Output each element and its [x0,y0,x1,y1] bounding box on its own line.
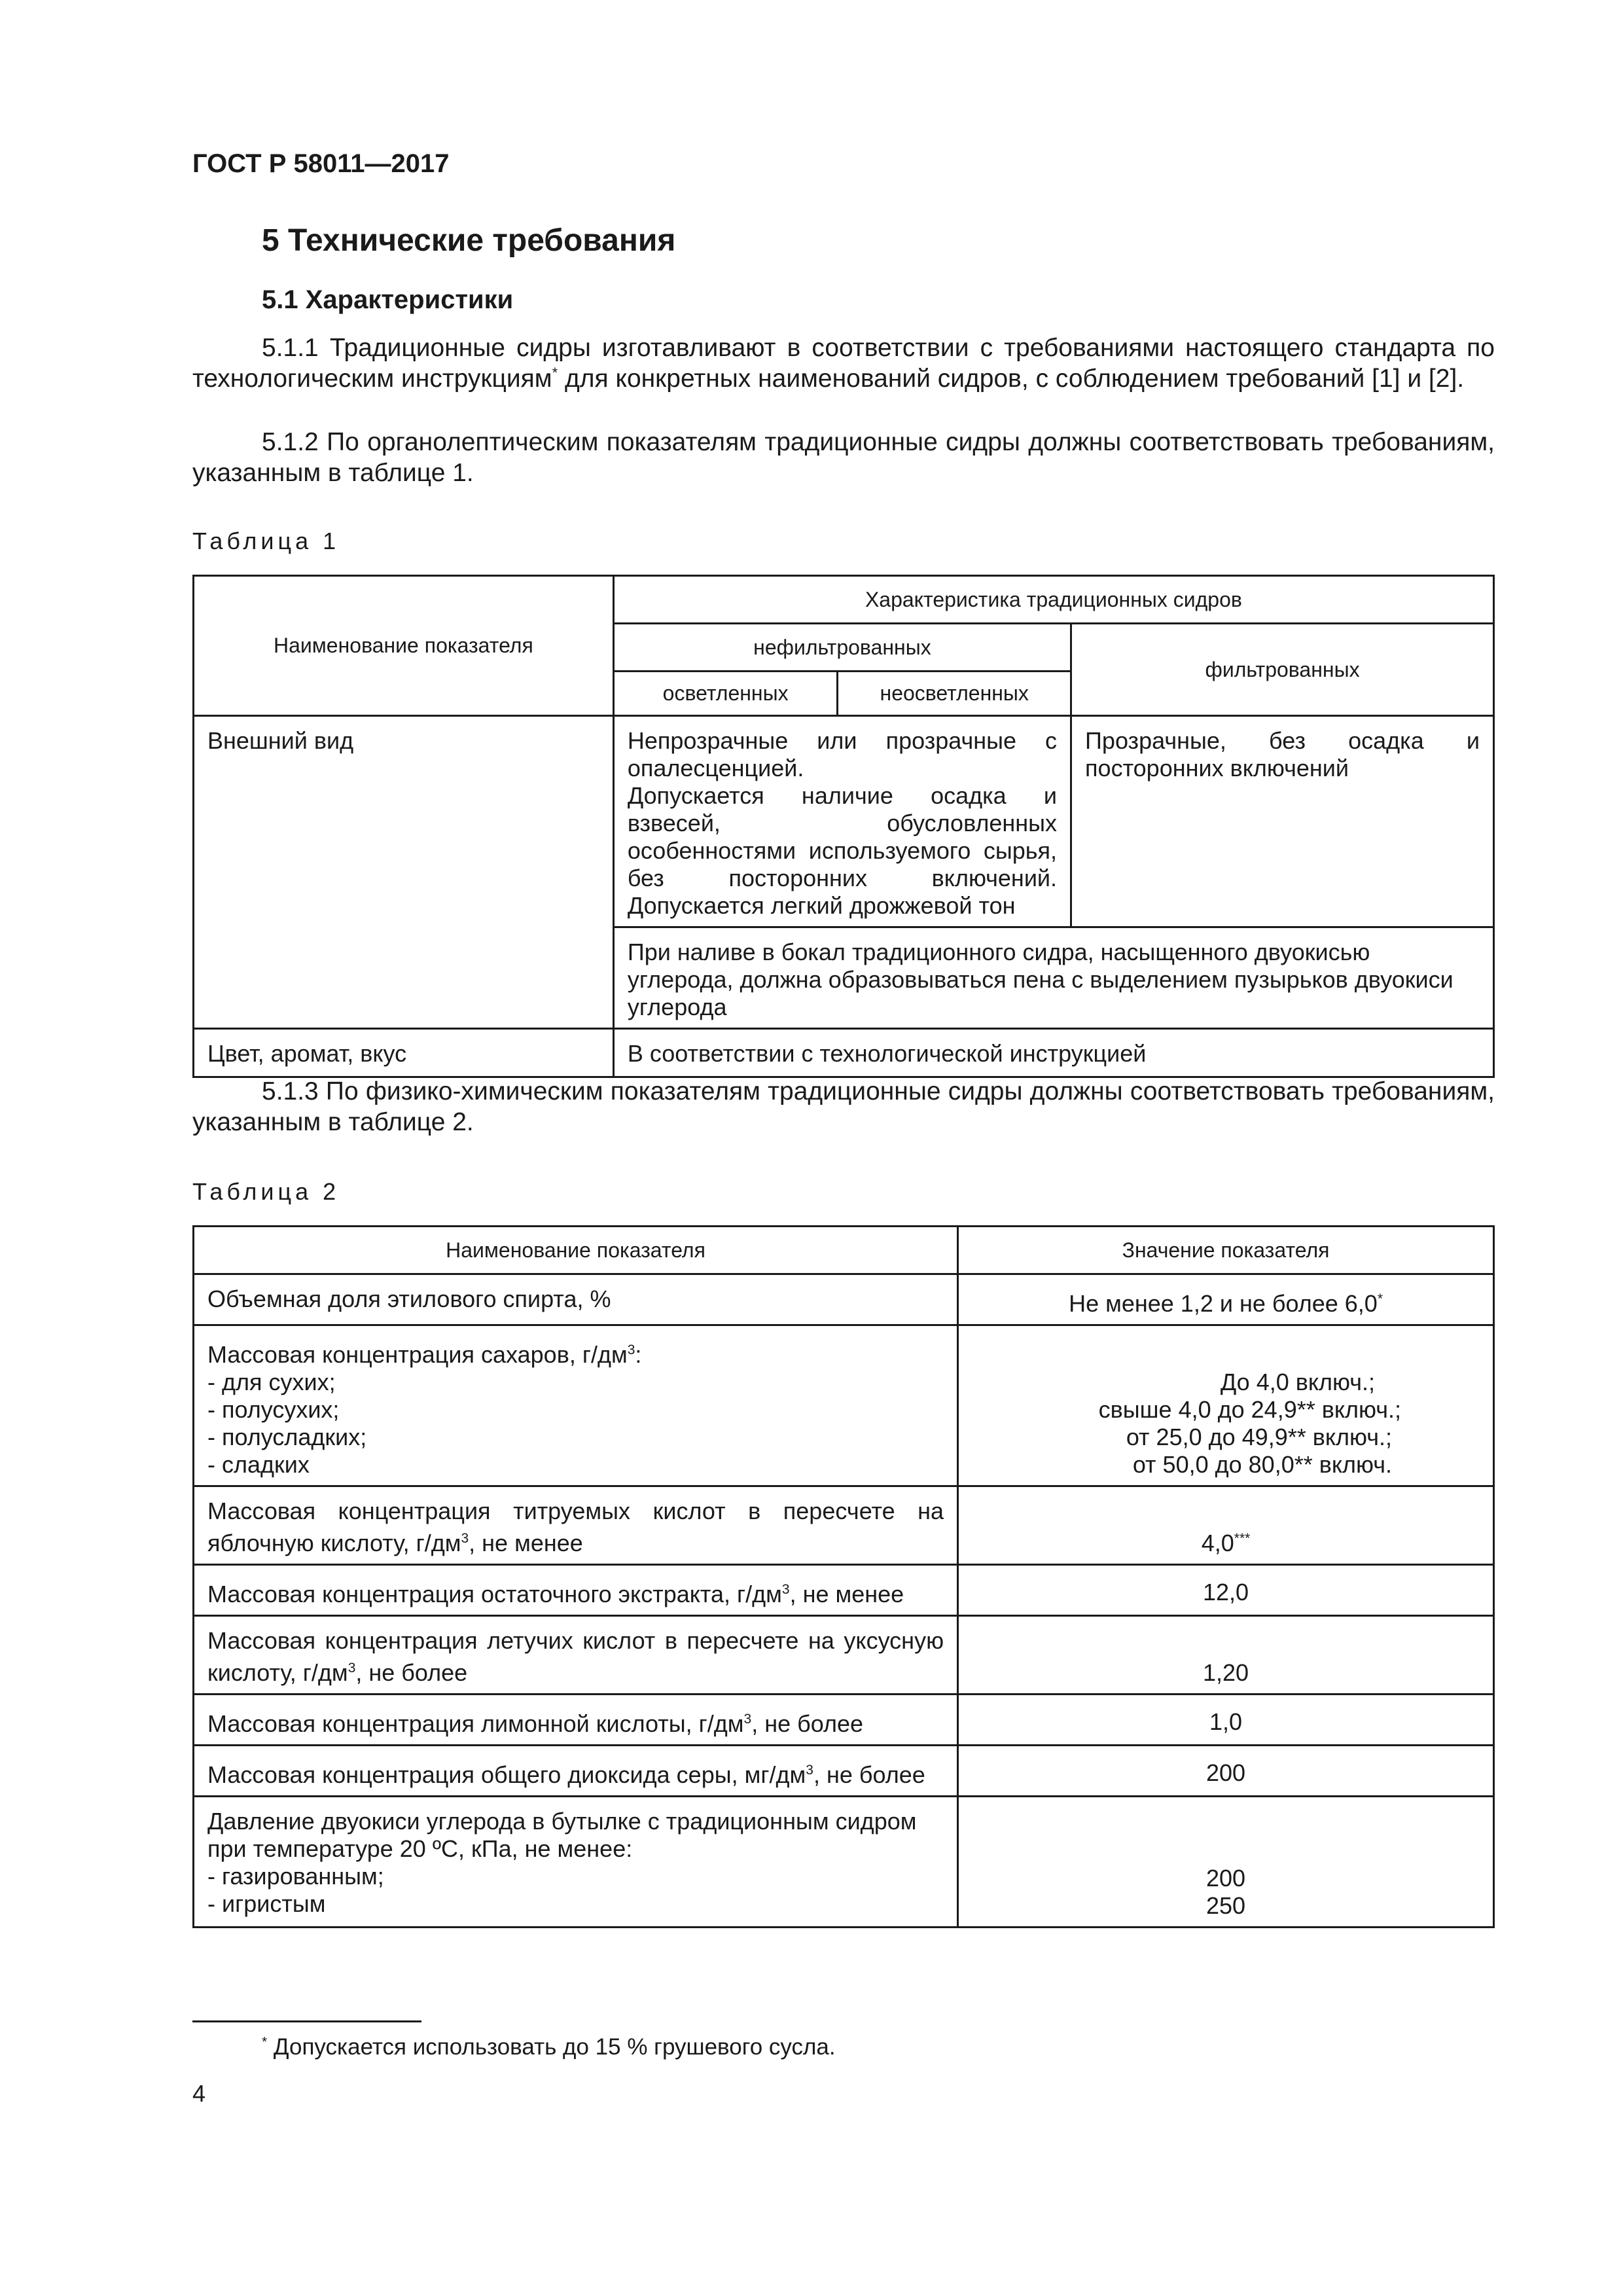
list-item: - игристым [207,1890,326,1917]
t2-row-value: До 4,0 включ.; свыше 4,0 до 24,9** включ.; от 25,0 до 49,9** включ.; от 50,0 до 80,0** включ. [958,1325,1494,1486]
paragraph-5-1-3: 5.1.3 По физико-химическим показателям традиционные сидры должны соответствовать требованиям, указанным в таблице 2. [192,1077,1495,1136]
list-item: - полусухих; [207,1396,340,1423]
t1-row-appearance-unfiltered: Непрозрачные или прозрачные с опалесценцией. Допускается наличие осадка и взвесей, обусловленных особенностями используемого сырья, без посторонних включений. Допускается легкий дрожжевой тон [613,716,1071,927]
t2-row-value: 1,20 [958,1616,1494,1695]
t2-row-value: 12,0 [958,1565,1494,1616]
section-title: 5 Технические требования [262,223,676,258]
list-item: - для сухих; [207,1369,336,1395]
paragraph-5-1-2: 5.1.2 По органолептическим показателям традиционные сидры должны соответствовать требованиям, указанным в таблице 1. [192,428,1495,487]
list-item: - полусладких; [207,1424,367,1450]
t2-row-name: Массовая концентрация летучих кислот в пересчете на уксусную кислоту, $г/дм^3$, не более [194,1616,958,1695]
t2-row-name: Массовая концентрация титруемых кислот в пересчете на яблочную кислоту, $г/дм^3$, не менее [194,1486,958,1565]
t2-row-name: Массовая концентрация сахаров, $г/дм^3$: - для сухих; - полусухих; - полусладких; - сладких [194,1325,958,1486]
footnote-divider [192,2020,421,2022]
t2-row-value: 1,0 [958,1695,1494,1746]
t2-head-name: Наименование показателя [194,1227,958,1274]
t1-head-clarified: осветленных [613,672,838,716]
t1-row-color-name: Цвет, аромат, вкус [194,1029,614,1077]
t1-head-group: Характеристика традиционных сидров [613,576,1493,624]
footnote: * Допускается использовать до 15 % грушевого сусла. [262,2034,836,2060]
t2-row-value: 4,0*** [958,1486,1494,1565]
t1-head-unfiltered: нефильтрованных [613,624,1071,672]
page-number: 4 [192,2080,206,2107]
document-header: ГОСТ Р 58011—2017 [192,149,450,178]
table-2 [192,1225,1495,1928]
table2-caption: Таблица 2 [192,1178,340,1205]
t2-row-name: Объемная доля этилового спирта, % [194,1274,958,1325]
t2-row-value: 200 [958,1746,1494,1797]
t2-row-value: 200 250 [958,1797,1494,1928]
t2-row-name: Массовая концентрация общего диоксида серы, $мг/дм^3$, не более [194,1746,958,1797]
t2-row-name: Массовая концентрация лимонной кислоты, $г/дм^3$, не более [194,1695,958,1746]
paragraph-5-1-1: 5.1.1 Традиционные сидры изготавливают в соответствии с требованиями настоящего стандарта по технологическим инструкциям* для конкретных наименований сидров, с соблюдением требований [1] и [2]. [192,334,1495,393]
t2-row-name: Массовая концентрация остаточного экстракта, $г/дм^3$, не менее [194,1565,958,1616]
list-item: - газированным; [207,1863,384,1890]
t1-head-filtered: фильтрованных [1071,624,1494,716]
subsection-title: 5.1 Характеристики [262,285,514,314]
t1-row-color-value: В соответствии с технологической инструкцией [613,1029,1493,1077]
t2-row-name: Давление двуокиси углерода в бутылке с традиционным сидром при температуре 20 ºС, кПа, не менее: - газированным; - игристым [194,1797,958,1928]
list-item: - сладких [207,1451,310,1478]
t2-head-value: Значение показателя [958,1227,1494,1274]
table-1 [192,575,1495,1078]
t1-head-unclarified: неосветленных [838,672,1071,716]
table1-caption: Таблица 1 [192,528,340,554]
t1-row-foam: При наливе в бокал традиционного сидра, насыщенного двуокисью углерода, должна образовываться пена с выделением пузырьков двуокиси углерода [613,927,1493,1029]
t2-row-value: Не менее 1,2 и не более 6,0* [958,1274,1494,1325]
t1-row-appearance-name: Внешний вид [194,716,614,1029]
t1-row-appearance-filtered: Прозрачные, без осадка и посторонних включений [1071,716,1494,927]
t1-head-name: Наименование показателя [194,576,614,716]
